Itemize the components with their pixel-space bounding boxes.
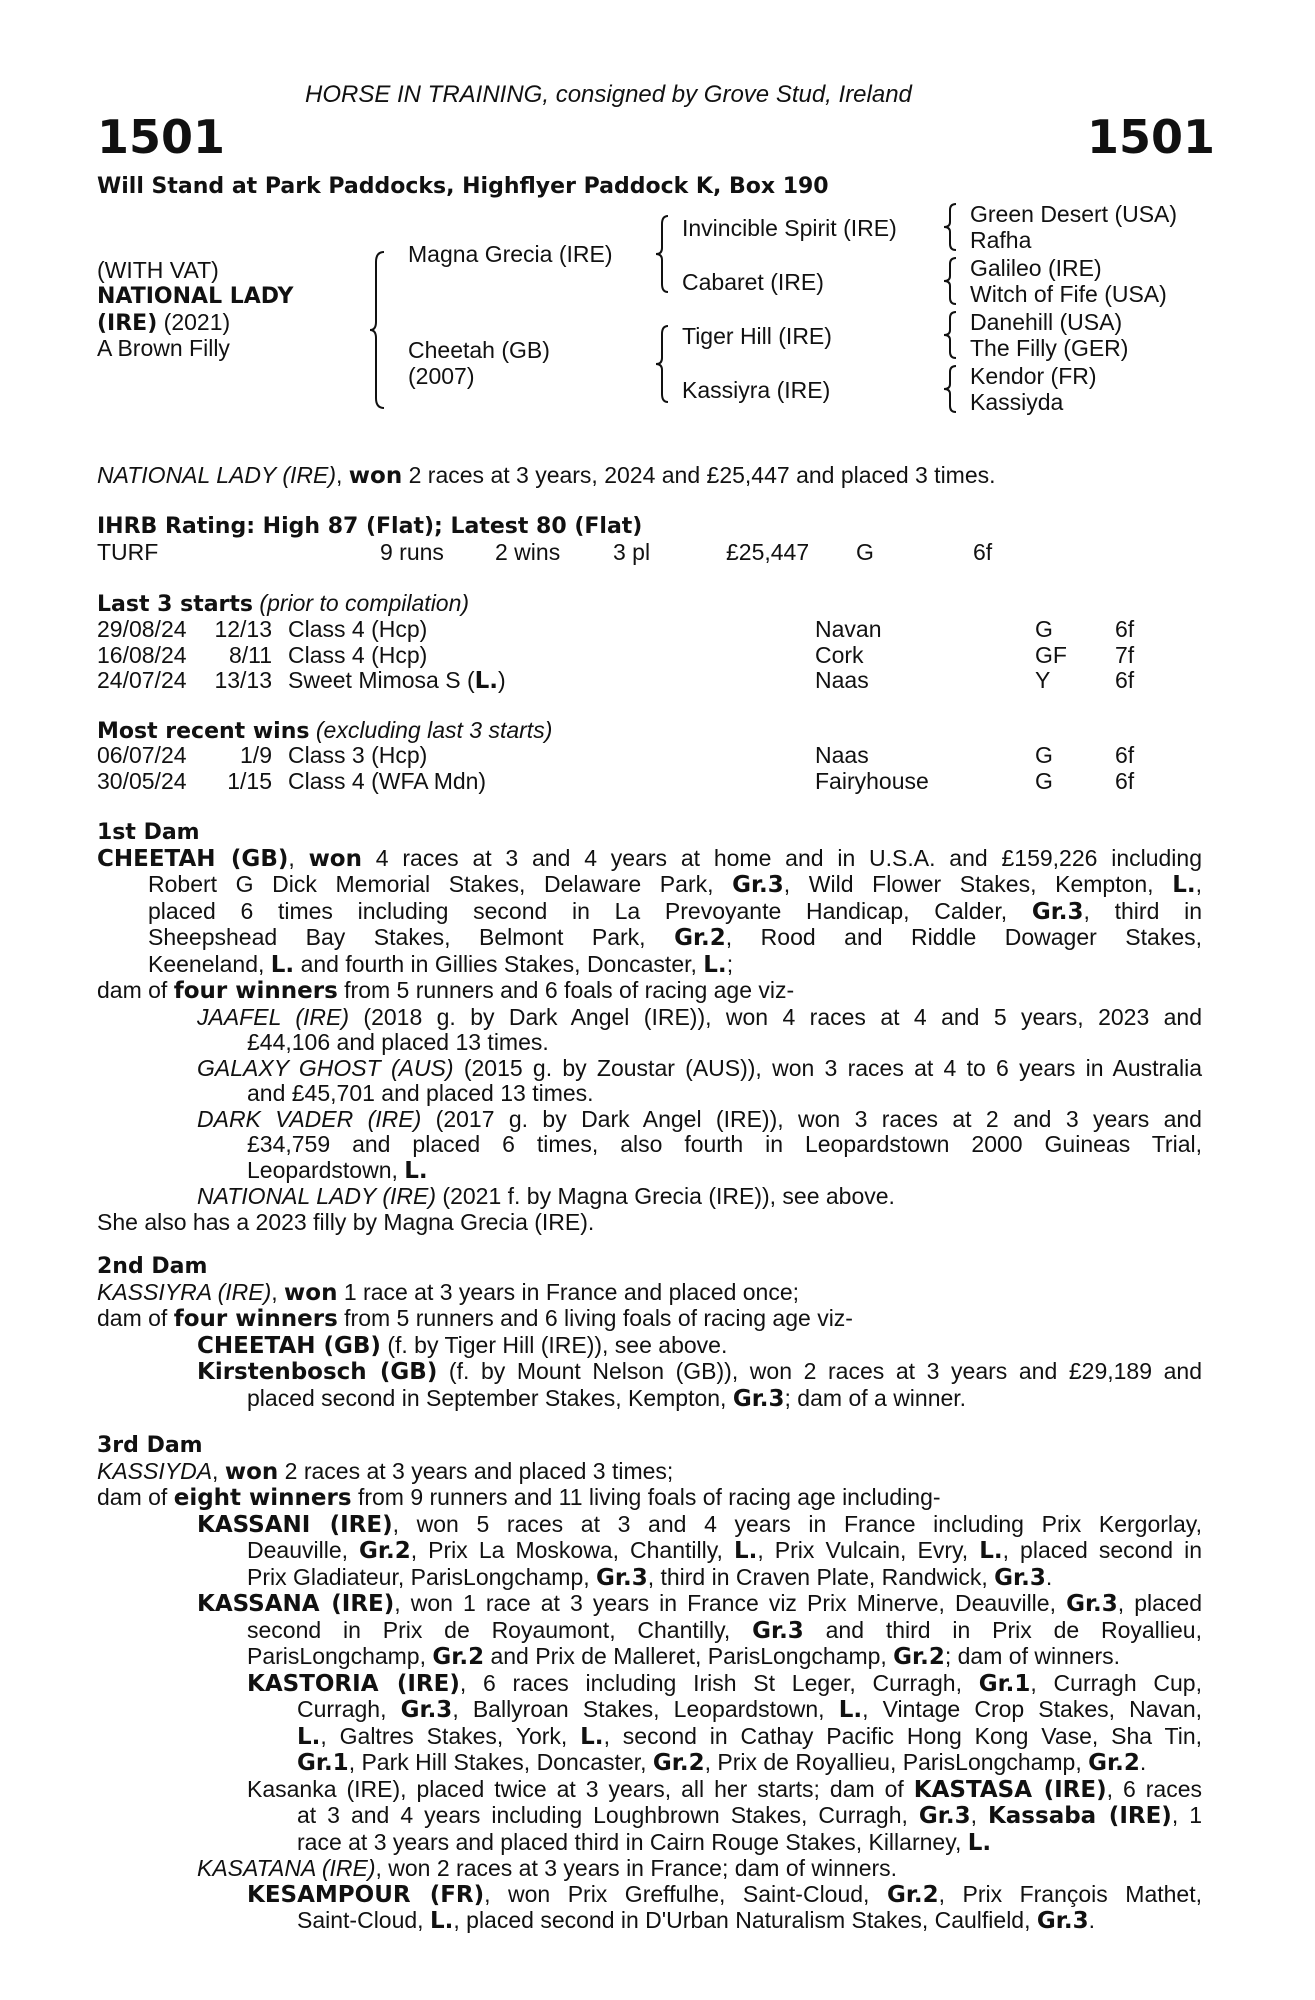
text: ParisLongchamp, xyxy=(247,1643,433,1669)
text: (2018 g. by Dark Angel (IRE)), won 4 races at 4 and 5 years, 2023 and xyxy=(349,1003,1203,1030)
first-dam-line xyxy=(97,1005,1202,1031)
dam-name: KASSIYRA (IRE) xyxy=(97,1278,272,1305)
third-dam-line xyxy=(97,1750,1202,1777)
text: , 6 races xyxy=(1106,1775,1202,1802)
first-dam-line xyxy=(97,899,1202,926)
text: dam of xyxy=(97,1484,174,1510)
dd-sire: Kendor (FR) xyxy=(970,363,1097,389)
text: from 9 runners and 11 living foals of racing age including- xyxy=(351,1484,941,1510)
third-dam-line xyxy=(97,1512,1202,1539)
first-dam-line xyxy=(97,925,1202,952)
ss-sire: Green Desert (USA) xyxy=(970,201,1178,227)
third-dam-line xyxy=(97,1908,1202,1935)
rating-going: G xyxy=(856,539,874,565)
progeny-name: KASTORIA (IRE) xyxy=(247,1670,460,1697)
first-dam-line: £34,759 and placed 6 times, also fourth in Leopardstown 2000 Guineas Trial, xyxy=(247,1131,1202,1157)
race-dist: 6f xyxy=(1115,767,1135,794)
rating-title: IHRB Rating: High 87 (Flat); Latest 80 (Flat) xyxy=(97,514,643,539)
third-dam-line xyxy=(97,1777,1202,1804)
progeny-name: KASSANI (IRE) xyxy=(197,1511,393,1538)
won-bold: won xyxy=(308,845,362,872)
ds-sire: Danehill (USA) xyxy=(970,309,1123,335)
dam-name: KASSIYDA xyxy=(97,1457,213,1484)
progeny-name: KESAMPOUR (FR) xyxy=(247,1881,485,1908)
dam-year: (2007) xyxy=(408,363,475,389)
dam-name: Cheetah (GB) xyxy=(408,337,550,363)
third-dam-title: 3rd Dam xyxy=(97,1433,203,1458)
race-dist: 6f xyxy=(1115,742,1135,768)
first-dam-line xyxy=(97,978,1202,1005)
third-dam-line xyxy=(97,1459,1202,1486)
brace-main xyxy=(370,250,390,410)
text: , Rood and Riddle Dowager Stakes, xyxy=(725,924,1202,950)
race-course: Naas xyxy=(815,667,869,693)
text: . xyxy=(1139,1749,1147,1775)
race-going: G xyxy=(1035,767,1053,794)
grade: Gr.2 xyxy=(359,1538,411,1564)
text: from 5 runners and 6 living foals of racing age viz- xyxy=(337,1305,853,1331)
text: , Galtres Stakes, York, xyxy=(320,1722,581,1749)
progeny-name: GALAXY GHOST (AUS) xyxy=(197,1054,454,1081)
grade: L. xyxy=(297,1723,321,1750)
brace-ss xyxy=(944,202,960,252)
text: (2017 g. by Dark Angel (IRE)), won 3 races at 2 and 3 years and xyxy=(421,1105,1202,1132)
grade: L. xyxy=(404,1157,428,1184)
race-dist: 7f xyxy=(1115,641,1135,668)
brace-dam xyxy=(656,324,676,404)
text: race at 3 years and placed third in Cairn Rouge Stakes, Killarney, xyxy=(297,1828,968,1855)
second-dam-title: 2nd Dam xyxy=(97,1254,208,1279)
third-dam-line xyxy=(97,1618,1202,1645)
race-pos: 1/9 xyxy=(240,742,272,768)
grade: L. xyxy=(580,1723,604,1750)
summary-won: won xyxy=(348,463,403,489)
grade: Gr.2 xyxy=(652,1750,705,1776)
progeny-name: JAAFEL (IRE) xyxy=(197,1003,350,1030)
dd-dam: Kassiyda xyxy=(970,389,1064,415)
grade: Gr.2 xyxy=(886,1881,939,1908)
grade: Gr.2 xyxy=(432,1644,485,1670)
third-dam-line xyxy=(97,1671,1202,1698)
first-dam-line xyxy=(97,1056,1202,1082)
grade: Gr.1 xyxy=(978,1670,1031,1697)
grade: Gr.3 xyxy=(1036,1908,1089,1934)
third-dam-line xyxy=(97,1644,1202,1671)
race-date: 06/07/24 xyxy=(97,742,187,768)
race-pos: 13/13 xyxy=(214,667,272,693)
text: 4 races at 3 and 4 years at home and in U.S.A. and £159,226 including xyxy=(362,844,1203,871)
race-pos: 1/15 xyxy=(227,767,272,794)
second-dam-line xyxy=(97,1306,1202,1333)
progeny-name: KASATANA (IRE) xyxy=(197,1855,376,1881)
rating-distance: 6f xyxy=(973,539,993,565)
race-grade: L. xyxy=(474,668,499,694)
horse-description: A Brown Filly xyxy=(97,335,230,361)
text: , Prix Vulcain, Evry, xyxy=(757,1537,980,1563)
horse-year: (2021) xyxy=(157,309,231,335)
won-bold: won xyxy=(284,1279,338,1306)
recent-wins-note: (excluding last 3 starts) xyxy=(309,717,553,743)
grade: Gr.2 xyxy=(1088,1750,1140,1776)
race-going: GF xyxy=(1035,641,1067,668)
race-race: Class 4 (Hcp) xyxy=(288,616,428,642)
race-course: Fairyhouse xyxy=(815,767,929,794)
grade: L. xyxy=(733,1538,758,1564)
third-dam-line xyxy=(97,1697,1202,1724)
winners-bold: eight winners xyxy=(173,1485,352,1511)
text: (2015 g. by Zoustar (AUS)), won 3 races at 4 to 6 years in Australia xyxy=(453,1054,1202,1081)
grade: Gr.3 xyxy=(732,1385,785,1412)
grade: Gr.2 xyxy=(893,1644,945,1670)
text: , placed second in xyxy=(1002,1537,1202,1563)
third-dam-line xyxy=(97,1830,1202,1857)
text: , third in xyxy=(1083,897,1202,924)
text: , Vintage Crop Stakes, Navan, xyxy=(862,1696,1203,1722)
race-course: Cork xyxy=(815,641,864,668)
race-date: 30/05/24 xyxy=(97,767,187,794)
second-dam-line xyxy=(97,1359,1202,1386)
first-dam-line xyxy=(97,846,1202,873)
first-dam-line xyxy=(97,1184,1202,1210)
text: Saint-Cloud, xyxy=(297,1907,430,1933)
ds-dam: The Filly (GER) xyxy=(970,335,1129,361)
race-race: Class 3 (Hcp) xyxy=(288,742,428,768)
progeny-name: Kirstenbosch (GB) xyxy=(197,1359,438,1385)
grade: Gr.3 xyxy=(752,1617,804,1644)
race-going: Y xyxy=(1035,667,1051,693)
sire-sire: Invincible Spirit (IRE) xyxy=(682,215,897,241)
rating-wins: 2 wins xyxy=(495,539,561,565)
text: , 6 races including Irish St Leger, Curragh, xyxy=(459,1669,979,1696)
text: dam of xyxy=(97,977,174,1003)
text: ; dam of a winner. xyxy=(784,1384,967,1411)
text: Kasanka (IRE), placed twice at 3 years, all her starts; dam of xyxy=(247,1775,914,1802)
winners-bold: four winners xyxy=(173,1306,338,1332)
vat-label: (WITH VAT) xyxy=(97,257,219,283)
grade: Gr.3 xyxy=(732,872,784,898)
text: . xyxy=(1045,1563,1053,1590)
lot-number-right: 1501 xyxy=(1087,110,1216,164)
text: (f. by Tiger Hill (IRE)), see above. xyxy=(380,1331,728,1358)
second-dam-section xyxy=(97,1254,1202,1412)
rating-runs: 9 runs xyxy=(380,539,444,565)
rating-placed: 3 pl xyxy=(613,539,651,565)
third-dam-line xyxy=(97,1856,1202,1882)
grade: Gr.3 xyxy=(918,1803,971,1829)
text: , Ballyroan Stakes, Leopardstown, xyxy=(452,1696,839,1722)
text: dam of xyxy=(97,1305,174,1331)
text: , Prix La Moskowa, Chantilly, xyxy=(410,1537,734,1563)
text: , won 2 races at 3 years in France; dam of winners. xyxy=(375,1855,898,1881)
text: Leopardstown, xyxy=(247,1156,405,1183)
text: placed 6 times including second in La Prevoyante Handicap, Calder, xyxy=(148,897,1032,924)
text: . xyxy=(1088,1907,1095,1933)
summary-comma: , xyxy=(336,462,349,488)
grade: L. xyxy=(429,1908,454,1934)
race-going: G xyxy=(1035,616,1053,642)
grade: L. xyxy=(270,951,295,978)
text: , Wild Flower Stakes, Kempton, xyxy=(783,871,1173,897)
first-dam-line: She also has a 2023 filly by Magna Grecia (IRE). xyxy=(97,1208,595,1235)
text: from 5 runners and 6 foals of racing age viz- xyxy=(337,977,795,1003)
horse-country: (IRE) xyxy=(97,311,158,336)
grade: L. xyxy=(1172,872,1196,898)
text: , third in Craven Plate, Randwick, xyxy=(647,1563,995,1590)
text: , won 5 races at 3 and 4 years in France including Prix Kergorlay, xyxy=(392,1510,1202,1537)
first-dam-line xyxy=(97,872,1202,899)
progeny-name: KASTASA (IRE) xyxy=(913,1776,1107,1803)
race-text: ) xyxy=(498,667,506,693)
rating-earnings: £25,447 xyxy=(726,539,810,565)
text: 2 races at 3 years and placed 3 times; xyxy=(278,1457,674,1484)
text: Curragh, xyxy=(297,1696,401,1722)
winners-bold: four winners xyxy=(173,978,338,1004)
grade: L. xyxy=(979,1538,1003,1564)
text: ; xyxy=(726,950,734,977)
sire-name: Magna Grecia (IRE) xyxy=(408,241,613,267)
text: at 3 and 4 years including Loughbrown Stakes, Curragh, xyxy=(297,1802,919,1828)
text: 1 race at 3 years in France and placed once; xyxy=(337,1278,800,1305)
consignment-line: HORSE IN TRAINING, consigned by Grove Stud, Ireland xyxy=(305,81,912,108)
text: ; dam of winners. xyxy=(944,1643,1120,1669)
grade: Gr.3 xyxy=(400,1697,453,1723)
sd-dam: Witch of Fife (USA) xyxy=(970,281,1167,307)
grade: Gr.3 xyxy=(994,1564,1046,1591)
last3-heading: Last 3 starts xyxy=(97,592,254,617)
text: , Park Hill Stakes, Doncaster, xyxy=(348,1749,653,1775)
text: Keeneland, xyxy=(148,950,271,977)
third-dam-line xyxy=(97,1724,1202,1751)
text: Robert G Dick Memorial Stakes, Delaware Park, xyxy=(148,871,733,897)
second-dam-line xyxy=(97,1386,1202,1413)
race-dist: 6f xyxy=(1115,667,1135,693)
progeny-name: KASSANA (IRE) xyxy=(197,1591,395,1617)
race-dist: 6f xyxy=(1115,616,1135,642)
text: Deauville, xyxy=(247,1537,360,1563)
grade: L. xyxy=(703,951,727,978)
grade: Gr.3 xyxy=(596,1564,648,1591)
race-going: G xyxy=(1035,742,1053,768)
text: , xyxy=(1195,871,1202,897)
recent-wins-title xyxy=(97,718,552,745)
recent-wins-heading: Most recent wins xyxy=(97,719,310,744)
second-dam-line xyxy=(97,1280,1202,1307)
sd-sire: Galileo (IRE) xyxy=(970,255,1102,281)
race-course: Naas xyxy=(815,742,869,768)
first-dam-line xyxy=(97,1158,1202,1185)
text: , xyxy=(271,1278,285,1305)
grade: L. xyxy=(838,1697,863,1723)
first-dam-line: and £45,701 and placed 13 times. xyxy=(247,1080,594,1106)
brace-sd xyxy=(944,256,960,306)
text: and third in Prix de Royallieu, xyxy=(803,1616,1202,1643)
race-pos: 12/13 xyxy=(214,616,272,642)
race-date: 16/08/24 xyxy=(97,641,187,668)
race-race: Class 4 (Hcp) xyxy=(288,641,428,668)
race-date: 24/07/24 xyxy=(97,667,187,693)
first-dam-section xyxy=(97,820,1202,1235)
text: , 1 xyxy=(1171,1802,1202,1828)
text: Sheepshead Bay Stakes, Belmont Park, xyxy=(148,924,675,950)
text: , won 1 race at 3 years in France viz Prix Minerve, Deauville, xyxy=(394,1590,1067,1616)
text: and Prix de Malleret, ParisLongchamp, xyxy=(484,1643,894,1669)
grade: L. xyxy=(967,1829,992,1856)
text: , second in Cathay Pacific Hong Kong Vase, Sha Tin, xyxy=(603,1722,1202,1749)
text: second in Prix de Royaumont, Chantilly, xyxy=(247,1616,753,1643)
dam-name-bold: CHEETAH (GB) xyxy=(97,845,289,872)
text: , xyxy=(212,1457,225,1484)
race-race: Class 4 (WFA Mdn) xyxy=(288,767,487,794)
text: (f. by Mount Nelson (GB)), won 2 races at 3 years and £29,189 and xyxy=(437,1358,1202,1384)
third-dam-line xyxy=(97,1591,1202,1618)
sire-dam: Cabaret (IRE) xyxy=(682,269,824,295)
text: , won Prix Greffulhe, Saint-Cloud, xyxy=(484,1880,887,1907)
text: placed second in September Stakes, Kempton, xyxy=(247,1384,733,1411)
grade: Gr.2 xyxy=(674,925,726,951)
text: (2021 f. by Magna Grecia (IRE)), see above. xyxy=(436,1183,895,1209)
summary-rest: 2 races at 3 years, 2024 and £25,447 and placed 3 times. xyxy=(402,462,996,488)
text: , placed second in D'Urban Naturalism Stakes, Caulfield, xyxy=(453,1907,1037,1933)
third-dam-line xyxy=(97,1882,1202,1909)
brace-dd xyxy=(944,364,960,414)
first-dam-line xyxy=(97,952,1202,979)
grade: Gr.3 xyxy=(1031,898,1084,925)
last3-title xyxy=(97,591,469,618)
grade: Gr.1 xyxy=(297,1750,349,1776)
race-text: Sweet Mimosa S ( xyxy=(288,667,475,693)
first-dam-line: £44,106 and placed 13 times. xyxy=(247,1029,549,1055)
lot-number-left: 1501 xyxy=(97,110,226,164)
race-name xyxy=(288,668,506,695)
dam-sire: Tiger Hill (IRE) xyxy=(682,323,832,349)
race-pos: 8/11 xyxy=(228,641,272,668)
third-dam-line xyxy=(97,1565,1202,1592)
ss-dam: Rafha xyxy=(970,227,1032,253)
third-dam-line xyxy=(97,1485,1202,1512)
race-course: Navan xyxy=(815,616,882,642)
brace-sire xyxy=(656,214,676,294)
race-date: 29/08/24 xyxy=(97,616,187,642)
text: and fourth in Gillies Stakes, Doncaster, xyxy=(294,950,704,977)
second-dam-line xyxy=(97,1333,1202,1360)
progeny-name: NATIONAL LADY (IRE) xyxy=(197,1183,437,1209)
text: , xyxy=(288,844,309,871)
horse-name: NATIONAL LADY xyxy=(97,284,294,309)
progeny-name: Kassaba (IRE) xyxy=(987,1803,1172,1829)
text: , xyxy=(970,1802,988,1828)
progeny-name: CHEETAH (GB) xyxy=(197,1332,381,1359)
won-bold: won xyxy=(224,1458,279,1485)
last3-note: (prior to compilation) xyxy=(253,590,470,616)
third-dam-section xyxy=(97,1433,1202,1935)
text: , Prix François Mathet, xyxy=(938,1880,1202,1907)
text: Prix Gladiateur, ParisLongchamp, xyxy=(247,1563,597,1590)
summary-line xyxy=(97,463,996,490)
progeny-name: DARK VADER (IRE) xyxy=(197,1105,422,1132)
first-dam-title: 1st Dam xyxy=(97,820,200,845)
third-dam-line xyxy=(97,1803,1202,1830)
first-dam-line xyxy=(97,1107,1202,1133)
rating-surface: TURF xyxy=(97,539,159,565)
location-line: Will Stand at Park Paddocks, Highflyer Paddock K, Box 190 xyxy=(97,174,829,199)
brace-ds xyxy=(944,310,960,360)
third-dam-line xyxy=(97,1538,1202,1565)
text: , placed xyxy=(1117,1590,1202,1616)
dam-dam: Kassiyra (IRE) xyxy=(682,377,831,403)
grade: Gr.3 xyxy=(1066,1591,1118,1617)
horse-country-year xyxy=(97,310,230,337)
summary-horse: NATIONAL LADY (IRE) xyxy=(97,462,337,488)
text: , Prix de Royallieu, ParisLongchamp, xyxy=(704,1749,1089,1775)
text: , Curragh Cup, xyxy=(1030,1669,1202,1696)
